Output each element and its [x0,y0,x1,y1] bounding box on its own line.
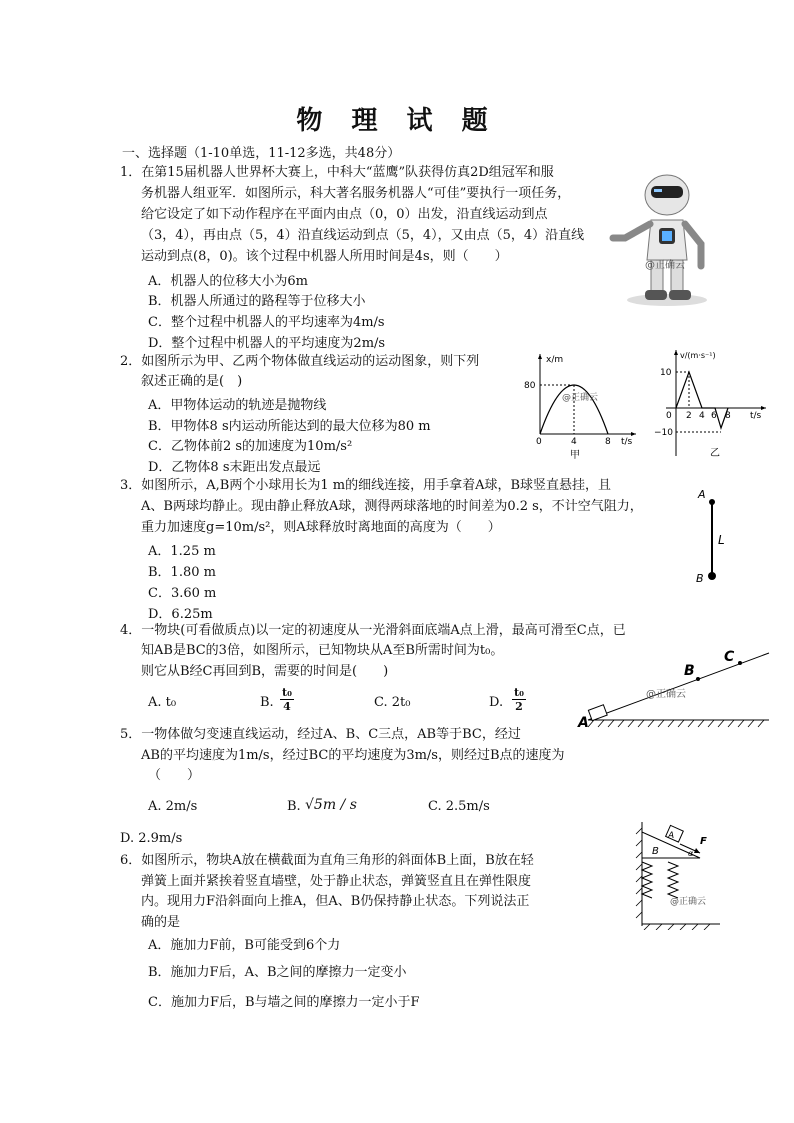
question-6-line: 弹簧上面并紧挨着竖直墙壁，处于静止状态，弹簧竖直且在弹性限度 [141,874,532,889]
frac-d-numerator: t₀ [512,686,526,700]
question-3-line: 3．如图所示，A,B两个小球用长为1 m的细线连接，用手拿着A球，B球竖直悬挂，且 [120,478,612,493]
graph-jia-xlabel: t/s [621,437,633,447]
question-4-option-a[interactable]: A. t₀ [148,695,177,710]
graph-yi-xtick: 4 [699,411,705,421]
graph-jia [518,348,642,460]
question-1-option-b[interactable]: B．机器人所通过的路程等于位移大小 [148,294,366,309]
question-5-line: AB的平均速度为1m/s，经过BC的平均速度为3m/s，则经过B点的速度为 [141,748,565,763]
question-5-option-b-value: √5m / s [305,797,357,813]
question-1-line: 运动到点(8，0)。该个过程中机器人所用时间是4s，则（ ） [141,249,508,264]
question-1-line: 务机器人组亚军．如图所示，科大著名服务机器人“可佳”要执行一项任务， [141,186,571,201]
question-4-line: 4．一物块(可看做质点)以一定的初速度从一光滑斜面底端A点上滑，最高可滑至C点，已 [120,623,626,638]
q3-figure-balls [692,486,732,590]
question-5-option-d[interactable]: D. 2.9m/s [120,831,183,846]
question-2-option-a[interactable]: A．甲物体运动的轨迹是抛物线 [148,398,327,413]
question-5-option-c[interactable]: C. 2.5m/s [428,799,490,814]
graph-yi-xlabel: t/s [750,411,762,421]
graph-jia-ytick: 80 [524,381,536,391]
force-f-label: F [700,836,707,847]
question-3-option-c[interactable]: C．3.60 m [148,586,217,601]
question-2-line: 2．如图所示为甲、乙两个物体做直线运动的运动图象，则下列 [120,354,480,369]
graph-yi-xtick: 8 [725,411,731,421]
graph-yi-caption: 乙 [710,448,720,459]
question-4-line: 则它从B经C再回到B，需要的时间是( ) [141,664,389,679]
section-heading: 一、选择题（1-10单选，11-12多选，共48分） [122,146,401,161]
watermark: @正确云 [646,689,686,700]
frac-b-denominator: 4 [283,700,291,713]
question-4-line: 知AB是BC的3倍，如图所示，已知物块从A至B所需时间为t₀。 [141,643,504,658]
frac-d-denominator: 2 [515,700,523,713]
question-2-line: 叙述正确的是( ) [141,374,243,389]
question-6-option-a[interactable]: A．施加力F前，B可能受到6个力 [148,938,341,953]
question-6-line: 内。现用力F沿斜面向上推A，但A、B仍保持静止状态。下列说法正 [141,894,530,909]
question-6-line: 确的是 [141,915,181,930]
ball-b-label: B [696,572,704,585]
question-1-option-d[interactable]: D．整个过程中机器人的平均速度为2m/s [148,336,386,351]
question-2-option-b[interactable]: B．甲物体8 s内运动所能达到的最大位移为80 m [148,419,431,434]
block-b-label: B [652,846,659,857]
question-5-option-b[interactable]: B. [287,799,301,814]
graph-yi-xtick: 2 [686,411,692,421]
graph-jia-xtick: 8 [605,437,611,447]
question-6-line: 6．如图所示，物块A放在横截面为直角三角形的斜面体B上面，B放在轻 [120,853,534,868]
length-label: L [718,533,725,547]
question-2-option-c[interactable]: C．乙物体前2 s的加速度为10m/s² [148,439,353,454]
graph-jia-xtick: 4 [571,437,577,447]
page-title: 物 理 试 题 [296,106,498,136]
question-5-line: 5．一物体做匀变速直线运动，经过A、B、C三点，AB等于BC，经过 [120,727,521,742]
question-2-option-d[interactable]: D．乙物体8 s末距出发点最远 [148,460,321,475]
question-1-option-c[interactable]: C．整个过程中机器人的平均速率为4m/s [148,315,385,330]
question-4-option-b[interactable]: B. [260,695,274,710]
point-c-label: C [724,649,735,665]
question-3-line: 重力加速度g=10m/s²，则A球释放时离地面的高度为（ ） [141,520,501,535]
graph-yi-ylabel: v/(m·s⁻¹) [680,351,716,360]
robot-illustration [605,168,725,310]
graph-jia-caption: 甲 [570,450,580,460]
point-a-label: A [578,715,589,731]
graph-yi-xtick: 6 [711,411,717,421]
question-1-line: 给它设定了如下动作程序在平面内由点（0，0）出发，沿直线运动到点 [141,207,548,222]
question-5-line: （ ） [148,768,201,783]
question-4-option-d[interactable]: D. [489,695,504,710]
question-4-option-c[interactable]: C. 2t₀ [374,695,411,710]
question-3-option-d[interactable]: D．6.25m [148,607,213,622]
angle-label: α [688,849,694,858]
question-1-option-a[interactable]: A．机器人的位移大小为6m [148,274,308,289]
graph-yi-ytick: −10 [654,428,673,438]
graph-jia-ylabel: x/m [546,355,564,365]
point-b-label: B [684,663,695,679]
question-1-line: 1．在第15届机器人世界杯大赛上，中科大“蓝鹰”队获得仿真2D组冠军和服 [120,165,554,180]
question-5-option-a[interactable]: A. 2m/s [148,799,198,814]
question-3-option-b[interactable]: B．1.80 m [148,565,216,580]
question-3-option-a[interactable]: A．1.25 m [148,544,216,559]
q6-figure-wedge [634,818,724,930]
graph-jia-xtick: 0 [536,437,542,447]
graph-yi-ytick: 0 [666,411,672,421]
graph-yi [648,344,772,462]
question-3-line: A、B两球均静止。现由静止释放A球，测得两球落地的时间差为0.2 s，不计空气阻力， [141,499,643,514]
frac-b-numerator: t₀ [280,686,294,700]
ball-a-label: A [698,488,706,501]
block-a-label: A [668,831,675,841]
question-6-option-b[interactable]: B．施加力F后，A、B之间的摩擦力一定变小 [148,965,407,980]
watermark: @正确云 [645,260,685,271]
watermark: @正确云 [670,897,707,907]
watermark: @正确云 [562,393,599,403]
question-6-option-c[interactable]: C．施加力F后，B与墙之间的摩擦力一定小于F [148,995,420,1010]
graph-yi-ytick: 10 [660,368,672,378]
question-1-line: （3，4），再由点（5，4）沿直线运动到点（5，4），又由点（5，4）沿直线 [141,228,585,243]
q4-figure-incline [574,645,774,733]
